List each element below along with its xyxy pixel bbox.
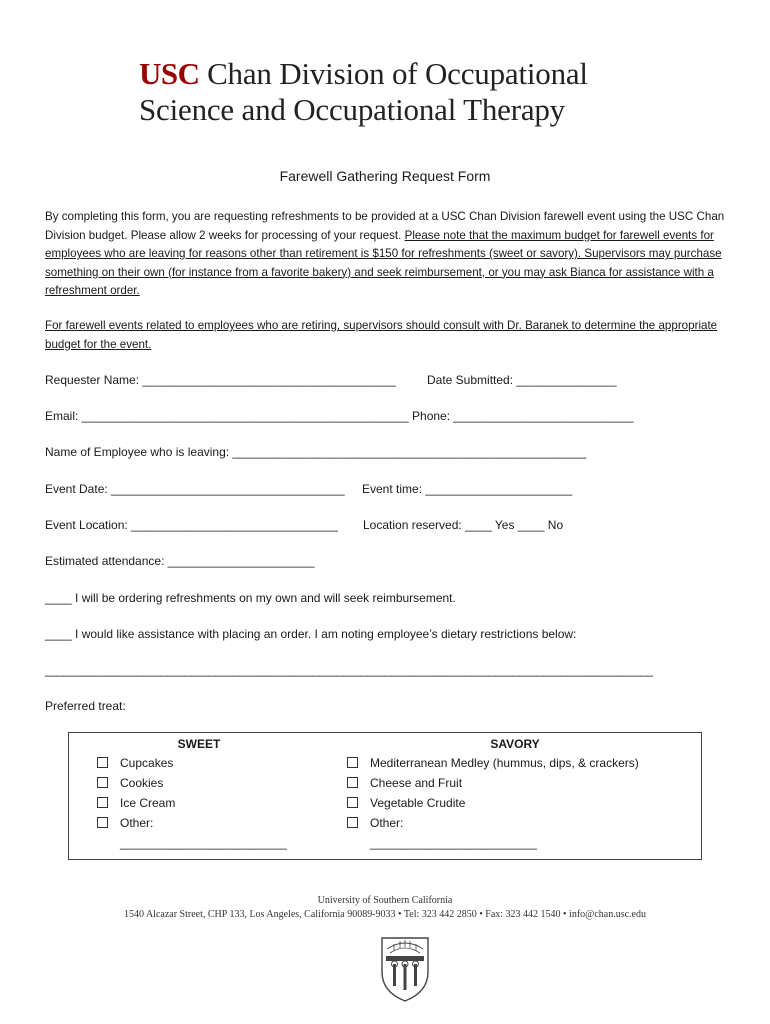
checkbox-icon[interactable] bbox=[97, 797, 108, 808]
logo-line-1 bbox=[139, 56, 588, 92]
intro-budget-note: Please note that the maximum budget for farewell events for employees who are leaving for reasons other than retirement is $150 for refreshments (sweet or savory). Supervisors may purchase something on their own (for instance from a favorite bakery) and seek reimbursement, or you may ask Bianca for assistance with a refreshment order. bbox=[45, 228, 722, 297]
footer-contact: 1540 Alcazar Street, CHP 133, Los Angeles, California 90089-9033 • Tel: 323 442 2850 • Fax: 323 442 1540 • info@chan.usc.edu bbox=[124, 909, 646, 920]
footer-university: University of Southern California bbox=[317, 895, 453, 906]
checkbox-icon[interactable] bbox=[347, 817, 358, 828]
own-order-option[interactable]: ____ I will be ordering refreshments on my own and will seek reimbursement. bbox=[45, 591, 456, 605]
email-phone-fields[interactable]: Email: _________________________________________________ Phone: ___________________________ bbox=[45, 409, 634, 423]
checkbox-icon[interactable] bbox=[347, 757, 358, 768]
checkbox-icon[interactable] bbox=[347, 797, 358, 808]
usc-wordmark: USC bbox=[139, 56, 200, 91]
intro-paragraph bbox=[45, 208, 735, 301]
savory-option-crudite[interactable]: Vegetable Crudite bbox=[329, 793, 701, 813]
division-logo bbox=[139, 56, 588, 128]
savory-option-other[interactable]: Other: bbox=[329, 813, 701, 833]
checkbox-icon[interactable] bbox=[97, 777, 108, 788]
checkbox-icon[interactable] bbox=[347, 777, 358, 788]
sweet-other-blank[interactable]: _________________________ bbox=[120, 836, 287, 850]
sweet-option-cupcakes[interactable]: Cupcakes bbox=[69, 753, 329, 773]
checkbox-icon[interactable] bbox=[97, 757, 108, 768]
sweet-option-cookies[interactable]: Cookies bbox=[69, 773, 329, 793]
retirement-note bbox=[45, 317, 735, 354]
assistance-option[interactable]: ____ I would like assistance with placing an order. I am noting employee’s dietary restrictions below: bbox=[45, 627, 577, 641]
savory-column bbox=[329, 753, 702, 860]
event-date-field[interactable]: Event Date: ___________________________________ bbox=[45, 482, 345, 496]
sweet-header: SWEET bbox=[177, 737, 221, 751]
savory-header: SAVORY bbox=[490, 737, 540, 751]
logo-line-2: Science and Occupational Therapy bbox=[139, 92, 565, 127]
savory-option-cheese-fruit[interactable]: Cheese and Fruit bbox=[329, 773, 701, 793]
savory-other-blank[interactable]: _________________________ bbox=[370, 836, 537, 850]
location-reserved-field[interactable]: Location reserved: ____ Yes ____ No bbox=[363, 518, 564, 532]
intro-plain-text: By completing this form, you are requesting refreshments to be provided at a USC Chan Division farewell event using the USC Chan Division budget. Please allow 2 weeks for processing of your request. bbox=[45, 210, 725, 242]
sweet-column bbox=[69, 753, 330, 860]
treat-table bbox=[68, 732, 702, 860]
form-title: Farewell Gathering Request Form bbox=[279, 168, 491, 184]
usc-seal-icon bbox=[378, 934, 432, 1004]
event-time-field[interactable]: Event time: ______________________ bbox=[362, 482, 573, 496]
checkbox-icon[interactable] bbox=[97, 817, 108, 828]
retirement-note-text: For farewell events related to employees who are retiring, supervisors should consult with Dr. Baranek to determine the appropriate budget for the event. bbox=[45, 319, 718, 351]
sweet-option-ice-cream[interactable]: Ice Cream bbox=[69, 793, 329, 813]
dietary-restrictions-line[interactable]: ____________________________________________________________________________________________________ bbox=[45, 663, 653, 677]
savory-option-mediterranean[interactable]: Mediterranean Medley (hummus, dips, & crackers) bbox=[329, 753, 701, 773]
requester-name-field[interactable]: Requester Name: ______________________________________ bbox=[45, 373, 396, 387]
preferred-treat-label: Preferred treat: bbox=[45, 699, 126, 713]
event-location-field[interactable]: Event Location: _______________________________ bbox=[45, 518, 338, 532]
employee-leaving-field[interactable]: Name of Employee who is leaving: _____________________________________________________ bbox=[45, 445, 587, 459]
date-submitted-field[interactable]: Date Submitted: _______________ bbox=[427, 373, 617, 387]
sweet-option-other[interactable]: Other: bbox=[69, 813, 329, 833]
logo-line-1-text: Chan Division of Occupational bbox=[207, 56, 588, 91]
attendance-field[interactable]: Estimated attendance: ______________________ bbox=[45, 554, 315, 568]
